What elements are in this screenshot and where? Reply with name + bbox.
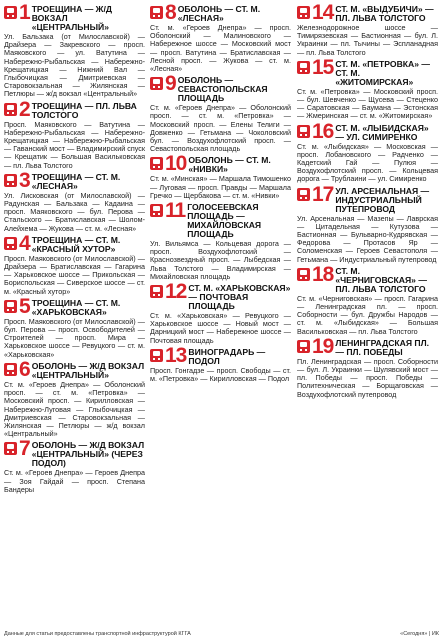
route-number: 14	[312, 1, 334, 24]
column-2	[150, 1, 291, 385]
route-block	[4, 357, 145, 439]
route-title: УЛ. АРСЕНАЛЬНАЯ — ИНДУСТРИАЛЬНЫЙ ПУТЕПРОВОД	[335, 185, 430, 214]
route-number: 11	[165, 199, 186, 223]
route-header	[4, 97, 145, 121]
route-header	[4, 357, 145, 381]
route-block	[4, 231, 145, 296]
route-path: Ст. м. «Героев Днепра» — просп. Оболонский — Малиновского — Набережное шоссе — Московский мост — просп. Ватутина — Братиславская — Лесной просп. — Жукова — ст. м. «Лесная»	[150, 23, 291, 74]
route-header	[297, 182, 438, 214]
route-block	[150, 280, 291, 345]
route-path: Ул. Лисковская (от Милославской) — Радунская — Бальзака — Кадаина — просп. Маяковского — бул. Перова — Стальского — Братиславская — Шолом-Алейхема — Жукова — ст. м. «Лесная»	[4, 190, 145, 233]
route-path: Ул. Вильямса — Кольцевая дорога — просп. Воздухофлотский — Краснозвездный просп. — Лыбедская — Льва Толстого — Владимирская — Михайловская площадь	[150, 239, 291, 281]
column-3	[297, 1, 438, 401]
route-path: Железнодорожное шоссе — Тимирязевская — Бастионная — бул. Л. Украинки — пл. Тычины — Эспланадная — пл. Льва Толстого	[297, 23, 438, 57]
route-number: 9	[165, 72, 176, 96]
route-path: Просп. Маяковского — Ватутина — Набережно-Рыбальская — Набережно-Крещатицкая — Набережно-Рыбальская — Гаванский мост — Владимирский спуск — Крещатик — Большая Васильковская — пл. Льва Толстого	[4, 119, 145, 170]
route-block	[297, 182, 438, 264]
bus-icon	[297, 6, 310, 19]
bus-icon	[4, 174, 17, 187]
route-header	[4, 231, 145, 255]
bus-icon	[4, 6, 17, 19]
route-number: 10	[165, 152, 187, 176]
bus-icon	[4, 103, 17, 116]
route-header	[297, 1, 438, 24]
route-path: Просп. Гонгадзе — просп. Свободы — ст. м. «Петровка» — Кирилловская — Подол	[150, 365, 291, 384]
route-title: СТ. М. «ПЕТРОВКА» — СТ. М. «ЖИТОМИРСКАЯ»	[335, 58, 430, 87]
route-block	[4, 168, 145, 233]
route-number: 8	[165, 1, 176, 24]
bus-icon	[4, 363, 17, 376]
route-number: 2	[19, 97, 30, 121]
route-title: СТ. М. «ЧЕРНИГОВСКАЯ» — ПЛ. ЛЬВА ТОЛСТОГО	[335, 265, 427, 294]
route-block	[150, 152, 291, 200]
route-title: ТРОЕЩИНА — СТ. М. «КРАСНЫЙ ХУТОР»	[31, 234, 121, 254]
route-path: Просп. Маяковского (от Милославской) — Драйзера — Братиславская — Гагарина — Харьковское шоссе — Прикольская — Бориспольская — Сиверское шоссе — ст. м. «Красный хутор»	[4, 253, 145, 296]
route-title: ВИНОГРАДАРЬ — ПОДОЛ	[188, 346, 266, 366]
bus-icon	[4, 237, 17, 250]
route-title: ГОЛОСЕЕВСКАЯ ПЛОЩАДЬ — МИХАЙЛОВСКАЯ ПЛОЩАДЬ	[187, 202, 262, 240]
route-path: Пл. Ленинградская — просп. Соборности — бул. Л. Украинки — Шулявский мост — пл. Победы — просп. Победы — Политехническая — Борщаговская — Воздухофлотский путепровод	[297, 356, 438, 399]
bus-icon	[297, 61, 310, 74]
route-title: ТРОЕЩИНА — Ж/Д ВОКЗАЛ «ЦЕНТРАЛЬНЫЙ»	[31, 4, 112, 32]
route-title: СТ. М. «ХАРЬКОВСКАЯ» — ПОЧТОВАЯ ПЛОЩАДЬ	[188, 283, 291, 312]
route-block	[4, 97, 145, 170]
route-title: ОБОЛОНЬ — Ж/Д ВОКЗАЛ «ЦЕНТРАЛЬНЫЙ»	[31, 360, 145, 380]
route-block	[4, 294, 145, 359]
route-number: 3	[19, 168, 30, 192]
route-path: Ул. Арсенальная — Мазепы — Лаврская — Цитадельная — Кутузова — Бастионная — Бульварно-Кудрявская — Федорова — Протасов Яр — Соломенская — Героев Севастополя — Гетьмана — Индустриальный путепровод	[297, 213, 438, 264]
route-title: ТРОЕЩИНА — ПЛ. ЛЬВА ТОЛСТОГО	[31, 100, 137, 120]
route-path: Ст. м. «Героев Днепра» — Оболонский просп. — ст. м. «Петровка» — Московский просп. — Елены Телиги — Довженко — Гетьмана — Чоколовский бул. — Воздухофлотский просп. — Севастопольская площадь	[150, 103, 291, 154]
route-block	[297, 1, 438, 57]
route-block	[150, 72, 291, 154]
route-path: Ст. м. «Героев Днепра» — Оболонский просп. — ст. м. «Петровка» — Московский просп. — Кирилловская — Набережно-Луговая — Глыбочицкая — Дмитриевская — Старовокзальная — Жилянская — Петлюры — ж/д вокзал «Центральный»	[4, 379, 145, 439]
route-header	[150, 343, 291, 367]
route-path: Просп. Маяковского (от Милославской) — бул. Перова — просп. Освободителей — Строителей — просп. Мира — Харьковское шоссе — Ревуцкого — ст. м. «Харьковская»	[4, 316, 145, 359]
bus-icon	[297, 125, 310, 138]
bus-icon	[150, 157, 163, 170]
route-number: 16	[312, 119, 334, 143]
route-header	[297, 55, 438, 87]
route-path: Ст. м. «Героев Днепра» — Героев Днепра — Зоя Гайдай — просп. Степана Бандеры	[4, 468, 145, 494]
route-block	[4, 1, 145, 99]
route-number: 6	[19, 357, 30, 381]
route-number: 12	[165, 280, 187, 304]
route-number: 5	[19, 294, 30, 318]
route-header	[150, 152, 291, 176]
bus-icon	[297, 188, 310, 201]
route-number: 15	[312, 55, 334, 79]
route-block	[150, 1, 291, 74]
route-header	[150, 72, 291, 104]
route-header	[150, 280, 291, 312]
route-block	[297, 262, 438, 336]
route-title: ОБОЛОНЬ — СТ. М. «НИВКИ»	[188, 155, 271, 175]
route-number: 17	[312, 182, 334, 206]
route-header	[4, 294, 145, 318]
route-title: ОБОЛОНЬ — СТ. М. «ЛЕСНАЯ»	[177, 4, 261, 23]
route-header	[150, 199, 291, 240]
route-header	[297, 119, 438, 143]
route-path: Ст. м. «Петровка» — Московский просп. — бул. Шевченко — Щусева — Стеценко — Саратовская — Баумана — Эстонская — Жмеринская — ст. м. «Житомирская»	[297, 86, 438, 121]
route-path: Ст. м. «Черниговская» — просп. Гагарина — Ленинградская пл. — просп. Соборности — бул. Дружбы Народов — ст. м. «Лыбидская» — Большая Васильковская — пл. Льва Толстого	[297, 293, 438, 336]
route-path: Ст. м. «Харьковская» — Ревуцкого — Харьковское шоссе — Новый мост — Дарницкий мост — Набережное шоссе — Почтовая площадь	[150, 311, 291, 345]
column-1	[4, 1, 145, 496]
route-title: СТ. М. «ВЫДУБИЧИ» — ПЛ. ЛЬВА ТОЛСТОГО	[335, 4, 434, 23]
route-number: 1	[19, 1, 30, 24]
route-block	[4, 437, 145, 494]
bus-icon	[4, 300, 17, 313]
route-number: 18	[312, 262, 334, 286]
route-header	[150, 1, 291, 24]
route-title: ОБОЛОНЬ — Ж/Д ВОКЗАЛ «ЦЕНТРАЛЬНЫЙ» (ЧЕРЕЗ ПОДОЛ)	[31, 440, 145, 469]
bus-icon	[150, 204, 163, 217]
route-block	[150, 199, 291, 281]
bus-icon	[297, 268, 310, 281]
route-block	[297, 55, 438, 121]
bus-icon	[4, 442, 17, 455]
route-path: Ст. м. «Лыбидская» — Московская — просп. Лобановского — Радченко — Кадетский Гай — Пулюя — Воздухофлотский просп. — Кольцевая дорога — Трублаини — ул. Симиренко	[297, 141, 438, 184]
route-path: Ст. м. «Минская» — Маршала Тимошенко — Луговая — просп. Правды — Маршала Гречко — Щербакова — ст. м. «Нивки»	[150, 174, 291, 200]
footer-credit: «Сегодня» | ИК	[400, 631, 439, 637]
bus-icon	[150, 77, 163, 90]
route-header	[297, 262, 438, 294]
route-title: СТ. М. «ЛЫБИДСКАЯ» — УЛ. СИМИРЕНКО	[335, 122, 429, 142]
route-number: 19	[312, 334, 334, 358]
footer-source: Данные для статьи предоставлены транспортной инфраструктурой КГГА	[4, 631, 191, 637]
bus-icon	[150, 349, 163, 362]
route-number: 4	[19, 231, 30, 255]
route-title: ЛЕНИНГРАДСКАЯ ПЛ. — ПЛ. ПОБЕДЫ	[335, 337, 430, 357]
route-path: Ул. Бальзака (от Милославской) — Драйзера — Закревского — просп. Маяковского — ул. Ватутина — Набережно-Рыбальская — Набережно-Крещатицкая — Нижний Вал — Глыбочицкая — Дмитриевская — Старовокзальная — Жилянская — Петлюры — ж/д вокзал «Центральный»	[4, 32, 145, 99]
route-number: 7	[19, 437, 30, 461]
route-block	[150, 343, 291, 384]
route-block	[297, 334, 438, 399]
route-header	[4, 1, 145, 32]
bus-icon	[150, 6, 163, 19]
route-number: 13	[165, 343, 187, 367]
route-header	[297, 334, 438, 358]
route-block	[297, 119, 438, 184]
bus-icon	[297, 340, 310, 353]
route-title: ОБОЛОНЬ — СЕВАСТОПОЛЬСКАЯ ПЛОЩАДЬ	[177, 75, 268, 104]
route-title: ТРОЕЩИНА — СТ. М. «ХАРЬКОВСКАЯ»	[31, 297, 121, 317]
route-header	[4, 437, 145, 469]
bus-icon	[150, 285, 163, 298]
route-header	[4, 168, 145, 192]
route-title: ТРОЕЩИНА — СТ. М. «ЛЕСНАЯ»	[31, 171, 121, 191]
